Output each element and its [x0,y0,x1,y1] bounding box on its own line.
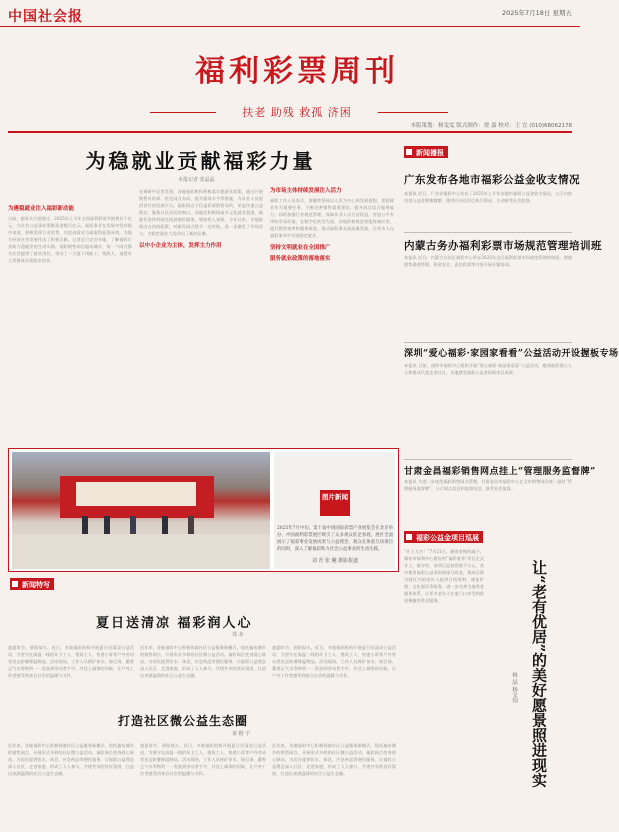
section-tag: 新闻播报 [404,146,448,158]
visitor-figure [104,516,110,534]
photo-news-tag: 图片新闻 [320,490,350,516]
news-headline: 甘肃金昌福彩销售网点挂上“管理服务监督牌” [404,467,596,477]
news-brief: 本报讯 为进一步规范福彩销售网点管理，甘肃金昌市福彩中心在全市销售网点统一悬挂“管理服务监督牌”，公示网点信息和监督电话，接受社会监督。 [404,479,572,491]
visitor-figure [130,516,136,534]
feature-byline-2: 秦 楷 宇 [232,731,251,737]
community-column-1: 近年来，各地福彩中心积极探索社区公益服务新模式，依托遍布城乡的销售网点，开展形式多样的社区微公益活动。福彩网点变身爱心驿站，为居民提供饮水、休息、应急药品等便民服务，让福彩公益理念深入社区、走进家庭，形成了人人参与、共建共享的良好氛围，打造出充满温情的社区公益生态圈。 [8,743,134,776]
page-title: 福利彩票周刊 [195,54,399,89]
community-column-2: 盛夏时节，骄阳似火。近日，多地福彩机构开展夏日送清凉公益活动，为坚守在高温一线的环卫工人、建筑工人、快递小哥等户外劳动者送去防暑降温物品。活动现场，工作人员将矿泉水、绿豆汤、藿香正气水等物资一一发放到劳动者手中，并送上诚挚的问候，让户外工作者感受到来自社会的温暖与关怀。 [140,743,266,776]
main-headline: 为稳就业贡献福彩力量 [85,149,316,173]
news-brief: 本报讯 近日，内蒙古自治区福彩中心举办2025年全区福利彩票市场规范管理培训班，围绕销售渠道管理、资金安全、责任彩票等内容开展专题培训。 [404,255,572,267]
booth-panel [76,482,196,506]
project-article: “开工大吉！”7月21日，随着金锤的敲下，潍坊市福利中心建设的“福彩康养”项目正式开工。据介绍，该项目总投资数千万元，其中使用福彩公益金资助部分资金，建成后将为辖区内的老年人提供日间照料、康复护理、文化娱乐等服务，进一步完善当地养老服务体系，让更多老年人在家门口享受到优质便捷的养老服务。 [404,549,484,603]
news-headline: 广东发布各地市福彩公益金收支情况 [404,174,580,186]
main-byline: 本报记者 张晶晶 [178,177,215,183]
paragraph: 在调研中记者发现，各地福彩机构积极落实稳就业政策，通过开展销售员培训、优化网点布局、提升服务水平等措施，为从业人员提供更好的发展平台。福彩网点不仅是彩票销售场所，更是传递公益理念、服务社区居民的窗口。各地还积极探索多元化就业渠道，鼓励有条件的网点拓展便民服务，增加收入来源。今年以来，多地陆续出台扶持政策，对新设网点给予一定补贴，进一步激发了市场活力，为稳定就业大局作出了新的贡献。 [139,189,263,236]
community-column-3: 近年来，各地福彩中心积极探索社区公益服务新模式，依托遍布城乡的销售网点，开展形式多样的社区微公益活动。福彩网点变身爱心驿站，为居民提供饮水、休息、应急药品等便民服务，让福彩公益理念深入社区、走进家庭，形成了人人参与、共建共享的良好氛围，打造出充满温情的社区公益生态圈。 [272,743,396,776]
slogan: 扶老 助残 救孤 济困 [242,106,352,119]
subhead: 坚持文明就业在全国推广 [270,245,331,251]
slogan-rule-right [378,112,448,113]
subhead: 为遴稳就业注入福彩新动能 [8,206,75,212]
top-divider [0,26,580,27]
divider [404,459,572,460]
floor-shape [12,534,270,569]
feature-headline: 夏日送清凉 福彩润人心 [96,616,253,631]
feature-column-3: 盛夏时节，骄阳似火。近日，多地福彩机构开展夏日送清凉公益活动，为坚守在高温一线的环卫工人、建筑工人、快递小哥等户外劳动者送去防暑降温物品。活动现场，工作人员将矿泉水、绿豆汤、藿香正气水等物资一一发放到劳动者手中，并送上诚挚的问候，让户外工作者感受到来自社会的温暖与关怀。 [272,645,396,678]
exhibition-photo [12,452,270,569]
article-column-1 [8,188,132,432]
feature-column-1: 盛夏时节，骄阳似火。近日，多地福彩机构开展夏日送清凉公益活动，为坚守在高温一线的环卫工人、建筑工人、快递小哥等户外劳动者送去防暑降温物品。活动现场，工作人员将矿泉水、绿豆汤、藿香正气水等物资一一发放到劳动者手中，并送上诚挚的问候，让户外工作者感受到来自社会的温暖与关怀。 [8,645,134,678]
subhead: 服务就业政策的落地落实 [270,256,331,262]
divider [404,342,572,343]
photo-author: 刘 青 张 樾 摄影报道 [311,558,359,564]
news-headline: 深圳“爱心福彩·家园家看看”公益活动开设握板专场 [404,349,619,359]
visitor-figure [82,516,88,534]
visitor-figure [162,516,168,534]
article-column-2 [139,188,263,432]
editor-credits: 本版策划：杨雯雯 版式制作：贾 嘉 校对：王 宜 (010)68062178 [410,123,572,129]
feature-byline: 郑 多 [232,632,244,638]
subhead: 为市场主体持续发展注入活力 [270,188,342,194]
visitor-figure [188,516,194,534]
subhead: 以中小企业为主体，发挥主力作用 [139,243,222,249]
news-headline: 内蒙古务办福利彩票市场规范管理培训班 [404,240,602,252]
header-rule [8,131,572,133]
issue-date: 2025年7月18日 星期五 [501,9,572,17]
article-column-3 [270,188,394,432]
news-brief: 本报讯 近日，广东省福彩中心发布了2025年上半年各地市福彩公益金收支情况，公示内容包括公益金筹集数额、使用方向及项目执行情况，主动接受社会监督。 [404,191,572,203]
vertical-byline: 杨 喆 杨文钧 [511,672,517,703]
section-tag: 新闻特写 [10,578,54,590]
feature-column-2: 近年来，各地福彩中心积极探索社区公益服务新模式，依托遍布城乡的销售网点，开展形式多样的社区微公益活动。福彩网点变身爱心驿站，为居民提供饮水、休息、应急药品等便民服务，让福彩公益理念深入社区、走进家庭，形成了人人参与、共建共享的良好氛围，打造出充满温情的社区公益生态圈。 [140,645,266,678]
newspaper-logo: 中国社会报 [8,9,83,25]
vertical-headline: 让“老有优居”的美好愿景照进现实 [530,560,548,788]
feature-headline-2: 打造社区微公益生态圈 [118,714,249,728]
divider [404,232,572,233]
slogan-rule-left [150,112,216,113]
photo-caption: 2025年7月中旬，第十届中国国际彩票产业展览会在北京举办，中国福利彩票展区吸引了众多观众驻足参观。展区全面展示了福彩事业发展成果与公益理念，观众在体验互动项目的同时，深入了解福彩助力社会公益事业的生动实践。 [277,526,393,552]
paragraph: 福彩工作人员表示，将继续坚持以人民为中心的发展思想，把稳就业作为重要任务，不断完善销售渠道建设，提升网点综合服务能力。同时加强行业规范管理，保障从业人员合法权益，营造公平有序的市场环境。在数字化转型方面，各地积极推进智能终端应用，提升销售效率和服务体验，推动福彩事业高质量发展，让更多人在福彩事业中实现稳定就业。 [270,198,394,238]
news-brief: 本报讯 日前，深圳市福彩中心组织开展“爱心福彩·家园家看看”公益活动，邀请福彩爱心人士和群众代表走进社区，实地感受福彩公益金资助项目成果。 [404,363,572,375]
section-tag: 福彩公益金项目巡展 [404,531,483,543]
paragraph: 日前，据有关方面统计，2025年上半年全国福利彩票共销售若干亿元，为社会公益事业筹集资金数百亿元。福彩事业在发展中坚持稳中求进，积极发挥行业优势，在促进就业方面取得显著成效，为地方经济社会发展作出了积极贡献。记者近日走访多地，了解福彩行业助力稳就业的生动实践。福彩销售网点遍布城乡，每一个网点都为社会提供了就业岗位，带动了一大批下岗职工、残疾人、退役军人等群体实现就业创业。 [8,216,132,263]
